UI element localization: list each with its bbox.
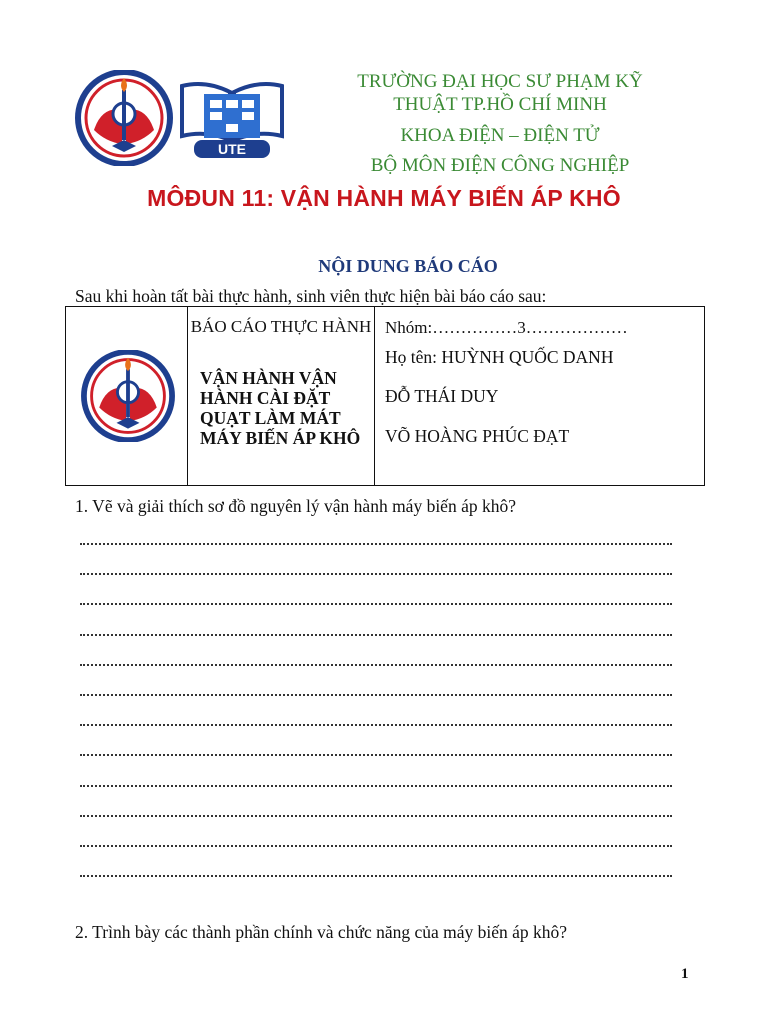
answer-line xyxy=(80,843,672,847)
table-column-divider xyxy=(187,306,188,486)
section-title: NỘI DUNG BÁO CÁO xyxy=(318,256,498,276)
report-title: VẬN HÀNH VẬN HÀNH CÀI ĐẶT QUẠT LÀM MÁT MÁY BIẾN ÁP KHÔ xyxy=(200,368,361,448)
answer-line xyxy=(80,783,672,787)
answer-line xyxy=(80,632,672,636)
group-number: Nhóm:……………3……………… xyxy=(385,318,628,337)
answer-line xyxy=(80,541,672,545)
answer-line xyxy=(80,571,672,575)
ute-logo-text: UTE xyxy=(218,141,246,157)
answer-line xyxy=(80,662,672,666)
member-name: VÕ HOÀNG PHÚC ĐẠT xyxy=(385,426,570,446)
question-1: 1. Vẽ và giải thích sơ đồ nguyên lý vận hành máy biến áp khô? xyxy=(75,496,516,516)
page-number: 1 xyxy=(681,966,689,982)
member-name: Họ tên: HUỲNH QUỐC DANH xyxy=(385,347,614,367)
table-column-divider xyxy=(374,306,375,486)
faculty-name: KHOA ĐIỆN – ĐIỆN TỬ xyxy=(400,125,600,146)
university-name-line2: THUẬT TP.HỒ CHÍ MINH xyxy=(393,94,607,115)
intro-text: Sau khi hoàn tất bài thực hành, sinh viên thực hiện bài báo cáo sau: xyxy=(75,286,547,306)
table-seal-logo xyxy=(78,350,178,442)
ute-book-logo xyxy=(176,78,288,162)
answer-line xyxy=(80,873,672,877)
report-label: BÁO CÁO THỰC HÀNH xyxy=(190,317,372,336)
answer-line xyxy=(80,722,672,726)
university-name-line1: TRƯỜNG ĐẠI HỌC SƯ PHẠM KỸ xyxy=(357,71,643,92)
university-seal-logo xyxy=(72,70,176,166)
answer-line xyxy=(80,813,672,817)
answer-line xyxy=(80,692,672,696)
module-title: MÔĐUN 11: VẬN HÀNH MÁY BIẾN ÁP KHÔ xyxy=(147,185,621,211)
answer-line xyxy=(80,752,672,756)
question-2: 2. Trình bày các thành phần chính và chức năng của máy biến áp khô? xyxy=(75,922,568,942)
department-name: BỘ MÔN ĐIỆN CÔNG NGHIỆP xyxy=(370,155,630,176)
member-name: ĐỖ THÁI DUY xyxy=(385,386,499,406)
answer-line xyxy=(80,601,672,605)
